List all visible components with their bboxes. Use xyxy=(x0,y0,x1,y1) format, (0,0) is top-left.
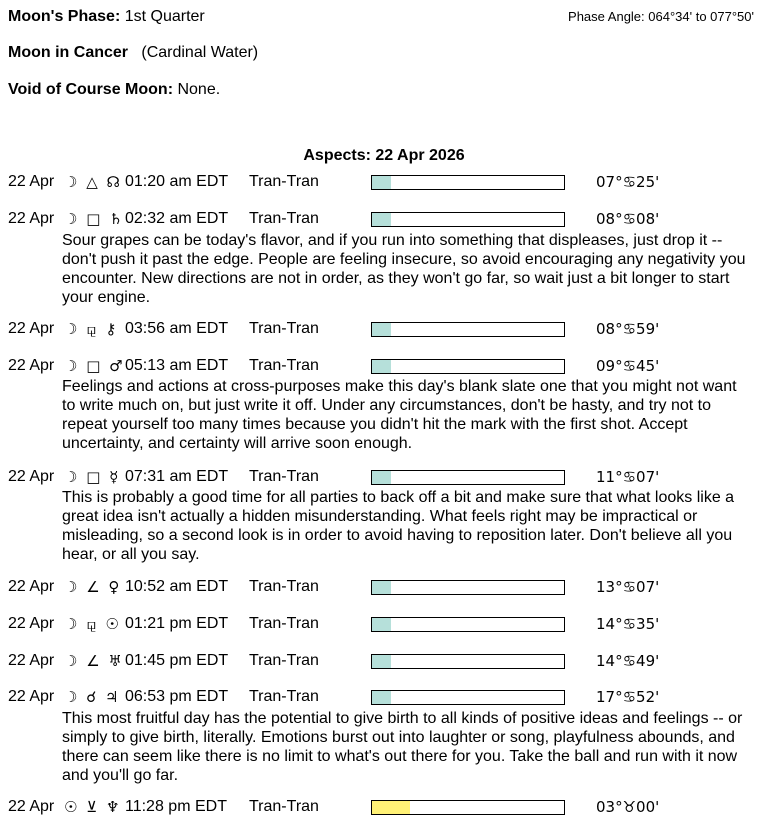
aspect-position: 11°♋07' xyxy=(596,468,660,486)
aspect-type: Tran-Tran xyxy=(249,615,319,632)
aspect-glyphs: ☽ ☌ ♃ xyxy=(64,688,121,706)
aspect-glyphs: ☽ □ ☿ xyxy=(64,468,121,486)
aspect-type: Tran-Tran xyxy=(249,798,319,815)
aspect-date: 22 Apr xyxy=(8,357,55,374)
aspect-glyphs: ☉ ⊻ ♆ xyxy=(64,798,122,816)
phase-angle: Phase Angle: 064°34' to 077°50' xyxy=(568,9,754,24)
strength-bar-fill xyxy=(372,581,391,594)
aspect-date: 22 Apr xyxy=(8,615,55,632)
strength-bar-fill xyxy=(372,691,391,704)
aspect-date: 22 Apr xyxy=(8,320,55,337)
aspect-time: 03:56 am EDT xyxy=(125,320,229,337)
strength-bar-fill xyxy=(372,801,410,814)
strength-bar-fill xyxy=(372,618,391,631)
aspect-glyphs: ☽ ⚼ ☉ xyxy=(64,615,121,633)
aspect-description: This most fruitful day has the potential to give birth to all kinds of positive ideas and feelings -- or simply to give birth, literally. Emotions burst out into laughter or song, playfulness abounds, and there can seem like there is no limit to what's out there for you. Take the ball and run with it now and you'll go far. xyxy=(62,710,743,784)
aspect-position: 07°♋25' xyxy=(596,173,660,191)
aspect-description: This is probably a good time for all parties to back off a bit and make sure that what looks like a great idea isn't actually a hidden misunderstanding. What feels right may be impractical or misleading, so a second look is in order to avoid having to reposition later. Don't believe all you hear, or all you say. xyxy=(62,489,735,563)
aspect-time: 06:53 pm EDT xyxy=(125,688,229,705)
aspect-time: 10:52 am EDT xyxy=(125,578,229,595)
aspect-time: 01:45 pm EDT xyxy=(125,652,229,669)
moon-phase-value: 1st Quarter xyxy=(124,8,205,25)
strength-bar-fill xyxy=(372,655,391,668)
strength-bar xyxy=(371,580,565,595)
strength-bar-fill xyxy=(372,176,391,189)
aspect-type: Tran-Tran xyxy=(249,468,319,485)
aspect-glyphs: ☽ □ ♄ xyxy=(64,210,125,228)
moon-sign-value: (Cardinal Water) xyxy=(141,44,259,61)
aspect-date: 22 Apr xyxy=(8,578,55,595)
strength-bar xyxy=(371,617,565,632)
void-of-course-value: None. xyxy=(177,81,221,98)
aspect-description: Sour grapes can be today's flavor, and if you run into something that displeases, just drop it -- don't push it past the edge. People are feeling insecure, so avoid encouraging any negativity you encounter. New directions are not in order, as they won't go far, so wait just a bit longer to start your engine. xyxy=(62,232,746,306)
aspect-position: 08°♋59' xyxy=(596,320,660,338)
aspect-type: Tran-Tran xyxy=(249,320,319,337)
strength-bar-fill xyxy=(372,471,391,484)
aspect-time: 01:21 pm EDT xyxy=(125,615,229,632)
aspect-time: 07:31 am EDT xyxy=(125,468,229,485)
strength-bar xyxy=(371,690,565,705)
strength-bar xyxy=(371,470,565,485)
aspect-type: Tran-Tran xyxy=(249,688,319,705)
aspect-position: 14°♋35' xyxy=(596,615,660,633)
strength-bar xyxy=(371,322,565,337)
strength-bar-fill xyxy=(372,323,391,336)
aspect-glyphs: ☽ ⚼ ⚷ xyxy=(64,320,119,338)
aspect-type: Tran-Tran xyxy=(249,357,319,374)
aspect-glyphs: ☽ △ ☊ xyxy=(64,173,122,191)
void-of-course-label: Void of Course Moon: xyxy=(8,81,174,98)
aspect-position: 17°♋52' xyxy=(596,688,660,706)
aspect-date: 22 Apr xyxy=(8,798,55,815)
aspect-time: 11:28 pm EDT xyxy=(125,798,227,815)
aspect-date: 22 Apr xyxy=(8,173,55,190)
void-of-course-line xyxy=(8,81,220,99)
aspect-time: 01:20 am EDT xyxy=(125,173,229,190)
aspect-glyphs: ☽ ∠ ♅ xyxy=(64,652,124,670)
strength-bar xyxy=(371,654,565,669)
aspect-date: 22 Apr xyxy=(8,688,55,705)
aspect-position: 09°♋45' xyxy=(596,357,660,375)
aspects-title: Aspects: 22 Apr 2026 xyxy=(303,147,465,164)
aspect-position: 03°♉00' xyxy=(596,798,660,816)
strength-bar xyxy=(371,212,565,227)
strength-bar-fill xyxy=(372,360,391,373)
moon-sign-line xyxy=(8,44,258,62)
strength-bar xyxy=(371,800,565,815)
strength-bar-fill xyxy=(372,213,391,226)
aspect-time: 05:13 am EDT xyxy=(125,357,229,374)
strength-bar xyxy=(371,175,565,190)
aspect-position: 08°♋08' xyxy=(596,210,660,228)
aspect-position: 13°♋07' xyxy=(596,578,660,596)
aspect-date: 22 Apr xyxy=(8,468,55,485)
aspect-type: Tran-Tran xyxy=(249,173,319,190)
aspect-time: 02:32 am EDT xyxy=(125,210,229,227)
moon-sign-label: Moon in Cancer xyxy=(8,44,129,61)
aspect-glyphs: ☽ □ ♂ xyxy=(64,357,125,375)
moon-phase-label: Moon's Phase: xyxy=(8,8,121,25)
aspect-glyphs: ☽ ∠ ♀ xyxy=(64,578,122,596)
aspect-date: 22 Apr xyxy=(8,652,55,669)
aspect-date: 22 Apr xyxy=(8,210,55,227)
strength-bar xyxy=(371,359,565,374)
moon-phase-line xyxy=(8,8,205,26)
aspect-type: Tran-Tran xyxy=(249,652,319,669)
aspect-description: Feelings and actions at cross-purposes make this day's blank slate one that you might not want to write much on, but just write it off. Under any circumstances, don't be hasty, and try not to repeat yourself too many times because you didn't hit the mark with the first shot. Accept uncertainty, and certainty will arrive soon enough. xyxy=(62,378,737,452)
aspect-type: Tran-Tran xyxy=(249,578,319,595)
aspect-type: Tran-Tran xyxy=(249,210,319,227)
aspect-position: 14°♋49' xyxy=(596,652,660,670)
